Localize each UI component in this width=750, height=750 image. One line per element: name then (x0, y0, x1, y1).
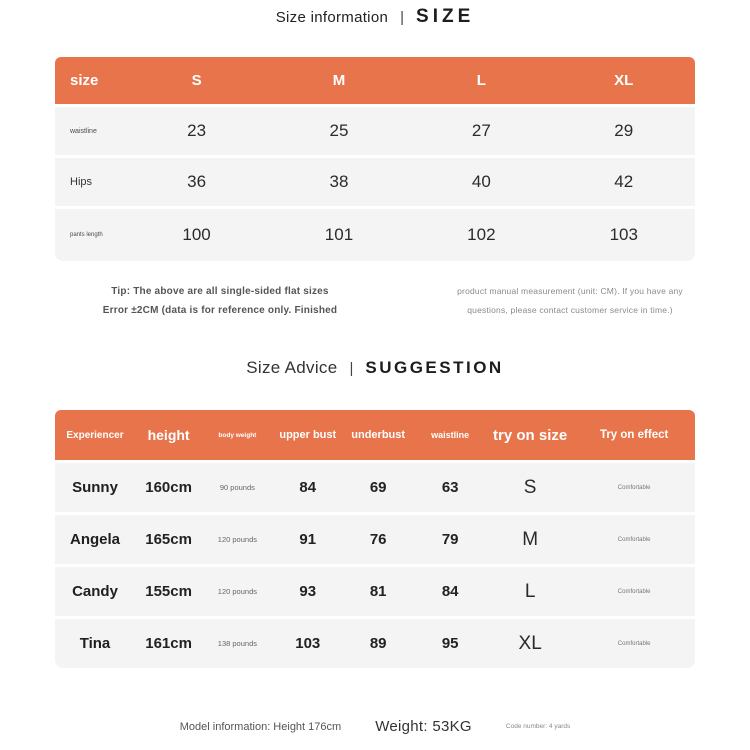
col-underbust: underbust (351, 429, 406, 441)
row-label-waistline: waistline (70, 127, 97, 135)
model-code-text: Code number: 4 yards (505, 723, 571, 730)
col-upper-bust: upper bust (279, 429, 337, 441)
col-height: height (147, 427, 190, 443)
experiencer-upper-bust: 91 (299, 531, 317, 548)
col-try-on-size: try on size (493, 426, 568, 444)
size-section-title (0, 6, 750, 28)
col-experiencer: Experiencer (66, 429, 124, 441)
experiencer-effect: Comfortable (617, 484, 651, 491)
pants-length-l: 102 (467, 225, 496, 244)
size-table (55, 57, 695, 261)
experiencer-height: 165cm (145, 531, 192, 548)
experiencer-name: Angela (69, 531, 120, 548)
hips-m: 38 (329, 172, 349, 191)
model-weight-text: Weight: 53KG (375, 718, 472, 735)
experiencer-name: Tina (79, 635, 111, 652)
experiencer-upper-bust: 84 (299, 479, 317, 496)
tip-line1-right: product manual measurement (unit: CM). If you have any (457, 286, 683, 296)
hips-xl: 42 (614, 172, 634, 191)
title-divider: | (349, 359, 354, 377)
experiencer-weight: 120 pounds (217, 587, 257, 596)
hips-s: 36 (187, 172, 207, 191)
experiencer-name: Sunny (72, 479, 118, 496)
experiencer-upper-bust: 93 (299, 583, 317, 600)
size-col-l: L (476, 72, 486, 89)
measurement-tip (0, 286, 750, 316)
title-divider: | (400, 8, 405, 26)
tip-line2-right: questions, please contact customer service in time.) (467, 305, 673, 315)
table-row (55, 209, 695, 261)
model-info-footer (0, 718, 750, 735)
waistline-xl: 29 (614, 121, 634, 140)
model-height-text: Model information: Height 176cm (179, 720, 342, 733)
experiencer-height: 161cm (145, 635, 192, 652)
experiencer-height: 160cm (145, 479, 192, 496)
waistline-s: 23 (187, 121, 207, 140)
table-row-sunny (55, 463, 695, 512)
advice-section-title (0, 358, 750, 378)
col-waistline: waistline (431, 430, 470, 440)
experiencer-waistline: 63 (441, 479, 459, 496)
waistline-l: 27 (471, 121, 491, 140)
col-try-on-effect: Try on effect (599, 429, 669, 441)
experiencer-size: L (524, 580, 536, 602)
experiencer-weight: 120 pounds (217, 535, 257, 544)
experiencer-size: XL (518, 632, 542, 654)
experiencer-size: M (522, 528, 539, 550)
size-table-header-label: size (70, 72, 99, 89)
table-row (55, 158, 695, 206)
tip-line1-left: Tip: The above are all single-sided flat sizes (111, 286, 329, 297)
experiencer-underbust: 89 (369, 635, 387, 652)
experiencer-effect: Comfortable (617, 536, 651, 543)
experiencer-effect: Comfortable (617, 588, 651, 595)
tip-line2-left: Error ±2CM (data is for reference only. Finished (102, 305, 338, 316)
table-row-angela (55, 515, 695, 564)
experiencer-upper-bust: 103 (295, 635, 321, 652)
size-col-m: M (332, 72, 346, 89)
size-title-text: Size information (275, 8, 389, 26)
experiencer-weight: 138 pounds (217, 639, 257, 648)
suggestion-table-header (55, 410, 695, 460)
table-row (55, 107, 695, 155)
row-label-pants-length: pants length (70, 232, 103, 238)
experiencer-waistline: 79 (441, 531, 459, 548)
advice-title-text: Size Advice (246, 358, 338, 377)
table-row-tina (55, 619, 695, 668)
table-row-candy (55, 567, 695, 616)
size-col-xl: XL (614, 72, 634, 89)
pants-length-s: 100 (182, 225, 211, 244)
col-body-weight: body weight (218, 431, 257, 439)
suggestion-table (55, 410, 695, 668)
experiencer-weight: 90 pounds (219, 483, 255, 492)
advice-title-en: SUGGESTION (365, 358, 504, 377)
row-label-hips: Hips (70, 176, 93, 188)
experiencer-underbust: 76 (369, 531, 387, 548)
experiencer-name: Candy (72, 583, 118, 600)
experiencer-effect: Comfortable (617, 640, 651, 647)
experiencer-underbust: 81 (369, 583, 387, 600)
waistline-m: 25 (329, 121, 349, 140)
experiencer-underbust: 69 (369, 479, 387, 496)
size-title-en: SIZE (416, 6, 475, 27)
experiencer-height: 155cm (145, 583, 192, 600)
hips-l: 40 (471, 172, 491, 191)
experiencer-waistline: 84 (441, 583, 459, 600)
experiencer-waistline: 95 (441, 635, 459, 652)
pants-length-xl: 103 (609, 225, 638, 244)
pants-length-m: 101 (324, 225, 354, 244)
size-col-s: S (191, 72, 202, 89)
experiencer-size: S (523, 476, 537, 498)
size-table-header (55, 57, 695, 104)
